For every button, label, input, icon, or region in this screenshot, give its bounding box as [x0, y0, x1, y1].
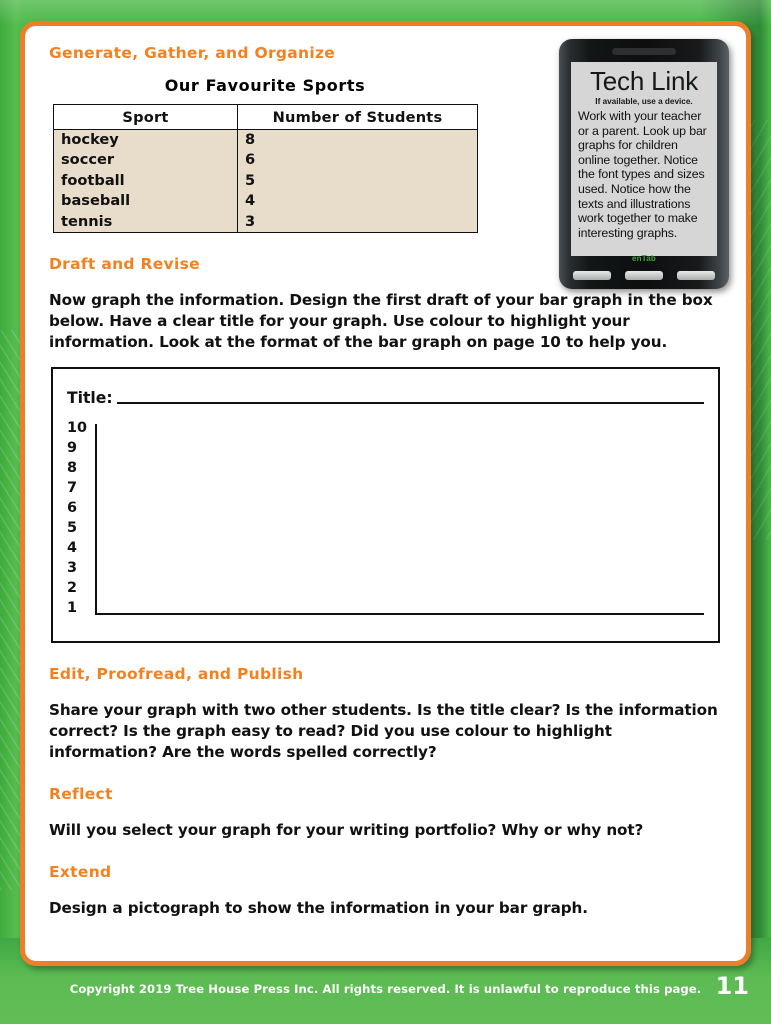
y-tick-label: 7: [67, 480, 78, 497]
tech-link-body: Work with your teacher or a parent. Look up bar graphs for children online together. Notice the font types and sizes used. Notice how the texts and illustrations work together to make interesting graphs.: [578, 109, 707, 240]
table-row: [54, 212, 478, 233]
tablet-home-button-icon: [625, 271, 663, 280]
tech-link-title: Tech Link: [589, 66, 699, 96]
section-heading-draft-and-revise: Draft and Revise: [49, 255, 200, 274]
tablet-right-button-icon: [677, 271, 715, 280]
cell-sport: hockey: [54, 130, 238, 151]
favourite-sports-table: [53, 104, 478, 233]
reflect-prompt: Will you select your graph for your writing portfolio? Why or why not?: [49, 821, 644, 840]
table-row: [54, 171, 478, 191]
tech-link-subtitle: If available, use a device.: [595, 97, 693, 106]
tablet-speaker-icon: [612, 48, 676, 55]
table-row: [54, 130, 478, 151]
table-row: [54, 150, 478, 170]
y-tick-label: 6: [67, 500, 78, 517]
y-tick-label: 5: [67, 520, 78, 537]
tablet-brand-logo: enTab: [632, 254, 656, 263]
table-row: [54, 191, 478, 211]
page-number: 11: [715, 972, 749, 1000]
copyright-notice: Copyright 2019 Tree House Press Inc. All rights reserved. It is unlawful to reproduce this page.: [69, 982, 702, 996]
column-header-number-of-students: Number of Students: [238, 105, 478, 130]
draft-instructions: Now graph the information. Design the first draft of your bar graph in the box below. Have a clear title for your graph. Use colour to highlight your information. Look at the format of the bar graph on page 10 to help you.: [49, 291, 713, 352]
y-tick-label: 8: [67, 460, 78, 477]
y-tick-label: 4: [67, 540, 78, 557]
x-axis-line: [95, 613, 704, 615]
y-axis-line: [95, 424, 97, 615]
cell-count: 6: [238, 150, 478, 170]
worksheet-card: [20, 21, 751, 966]
cell-count: 8: [238, 130, 478, 151]
cell-sport: baseball: [54, 191, 238, 211]
worksheet-content: [25, 26, 746, 961]
tablet-screen: [571, 62, 717, 256]
graph-title-write-in-line[interactable]: [117, 402, 704, 404]
cell-sport: football: [54, 171, 238, 191]
table-caption: Our Favourite Sports: [164, 76, 366, 95]
y-tick-label: 9: [67, 440, 78, 457]
table-header-row: [54, 105, 478, 130]
graph-axes: [67, 421, 704, 615]
tech-link-panel: [559, 39, 729, 289]
y-tick-label: 1: [67, 600, 78, 617]
y-tick-label: 10: [67, 420, 88, 437]
tablet-left-button-icon: [573, 271, 611, 280]
cell-sport: soccer: [54, 150, 238, 170]
column-header-sport: Sport: [54, 105, 238, 130]
page-footer: [0, 966, 771, 1024]
section-heading-generate: Generate, Gather, and Organize: [49, 44, 336, 62]
cell-sport: tennis: [54, 212, 238, 233]
y-tick-label: 2: [67, 580, 78, 597]
graph-drawing-area[interactable]: [51, 367, 720, 643]
graph-title-label: Title:: [67, 389, 113, 408]
tablet-button-row: [573, 271, 715, 280]
section-heading-extend: Extend: [49, 863, 112, 882]
cell-count: 3: [238, 212, 478, 233]
cell-count: 5: [238, 171, 478, 191]
extend-prompt: Design a pictograph to show the information in your bar graph.: [49, 899, 588, 918]
cell-count: 4: [238, 191, 478, 211]
y-axis-tick-labels: [67, 421, 91, 615]
graph-title-field-row: [67, 390, 704, 406]
edit-instructions: Share your graph with two other students. Is the title clear? Is the information correct? Is the graph easy to read? Did you use colour to highlight information? Are the words spelled correctly?: [49, 701, 718, 762]
y-tick-label: 3: [67, 560, 78, 577]
section-heading-reflect: Reflect: [49, 785, 113, 804]
section-heading-edit-proofread-publish: Edit, Proofread, and Publish: [49, 665, 304, 684]
